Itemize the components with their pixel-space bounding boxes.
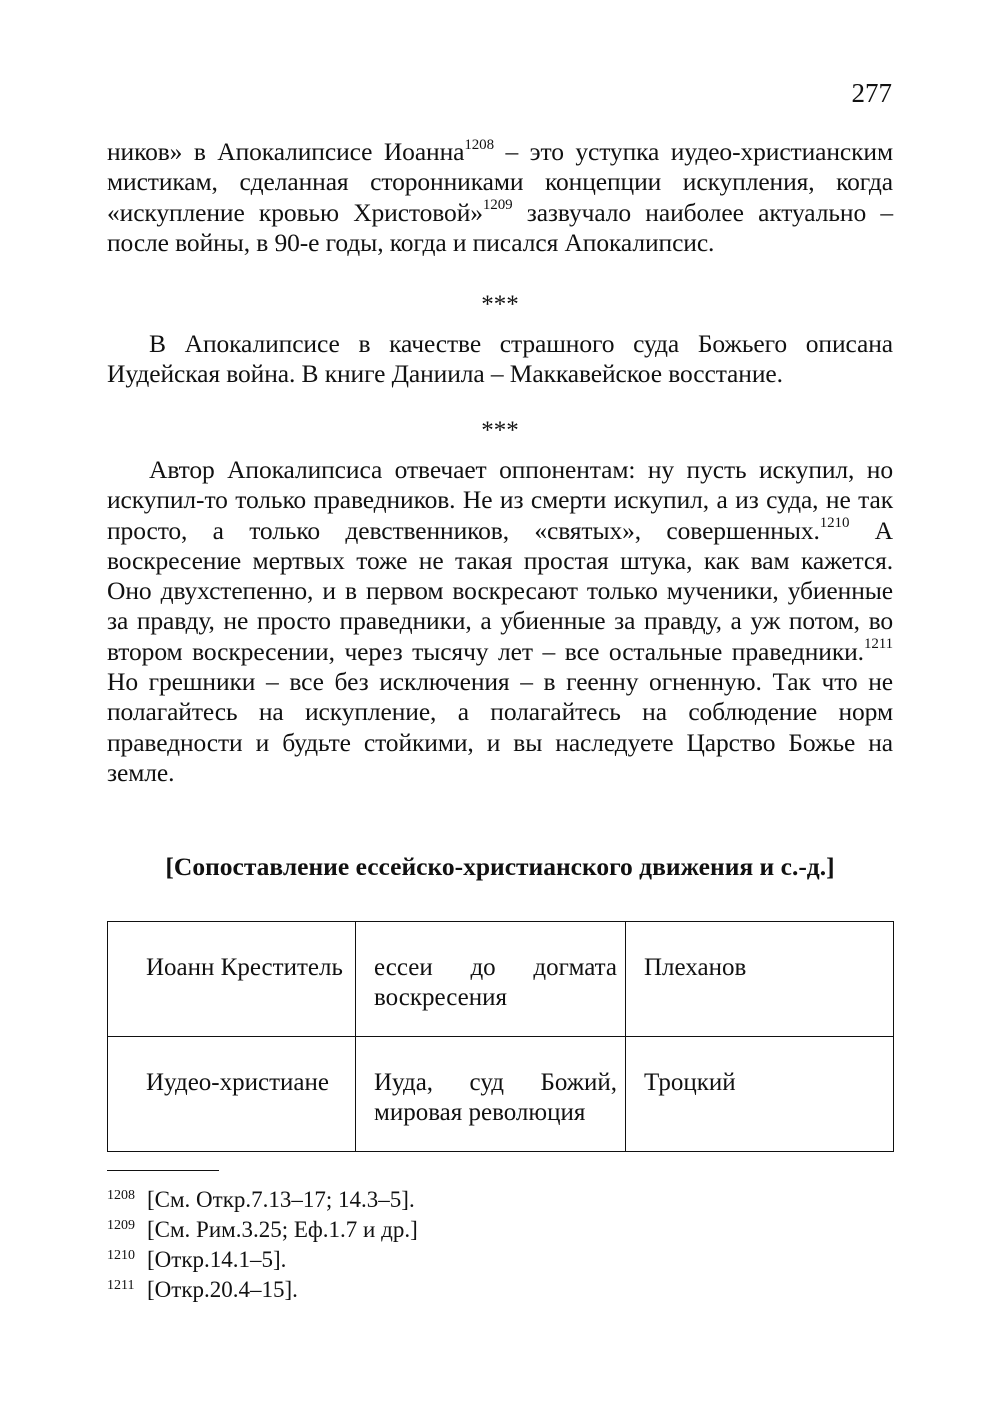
cell-text: Иудео-христиане <box>146 1069 329 1096</box>
paragraph-2-text: В Апокалипсисе в качестве страшного суда Божьего описана Иудейская война. В книге Даниила – Маккавейское восстание. <box>107 329 893 389</box>
page-number: 277 <box>851 78 892 108</box>
footnote-ref-1208[interactable]: 1208 <box>464 136 494 153</box>
text-run: ников» в Апокалипсисе Иоанна <box>107 137 465 166</box>
section-separator-2: *** <box>481 417 519 444</box>
comparison-table <box>107 921 894 1152</box>
footnote-text: [См. Рим.3.25; Еф.1.7 и др.] <box>147 1217 418 1242</box>
table-cell <box>626 1037 894 1152</box>
footnote <box>107 1246 607 1274</box>
section-separator-1: *** <box>481 291 519 318</box>
footnote-ref-1209[interactable]: 1209 <box>482 197 513 214</box>
table-row <box>108 1037 894 1152</box>
cell-text: Иуда, суд Божий, мировая революция <box>374 1069 617 1126</box>
table-cell <box>356 922 626 1037</box>
paragraph-1-text <box>107 137 893 258</box>
footnote-number: 1211 <box>107 1278 135 1293</box>
footnote-number: 1209 <box>107 1218 135 1233</box>
paragraph-3 <box>107 455 893 788</box>
table-row <box>108 922 894 1037</box>
footnotes <box>107 1186 607 1306</box>
footnote-number: 1210 <box>107 1248 135 1263</box>
footnote <box>107 1276 607 1304</box>
table-cell <box>356 1037 626 1152</box>
table-cell <box>108 1037 356 1152</box>
footnote-ref-1211[interactable]: 1211 <box>863 636 893 653</box>
footnote <box>107 1216 607 1244</box>
table-cell <box>626 922 894 1037</box>
footnote-divider <box>107 1170 219 1171</box>
cell-text: ессеи до догмата воскресения <box>374 954 617 1011</box>
cell-text: Иоанн Креститель <box>146 954 343 981</box>
footnote <box>107 1186 607 1214</box>
footnote-text: [Откр.14.1–5]. <box>147 1247 287 1272</box>
cell-text: Плеханов <box>644 954 747 981</box>
paragraph-1 <box>107 137 893 258</box>
footnote-number: 1208 <box>107 1188 135 1203</box>
cell-text: Троцкий <box>644 1069 736 1096</box>
footnote-text: [См. Откр.7.13–17; 14.3–5]. <box>147 1187 415 1212</box>
section-title: [Сопоставление ессейско-христианского движения и с.-д.] <box>165 852 835 881</box>
text-run: зазвучало наиболее актуально – после войны, в 90-е годы, когда и писался Апокалипсис. <box>107 197 893 257</box>
text-run: А воскресение мертвых тоже не такая простая штука, как вам кажется. Оно двухстепенно, и в первом воскресают только мученики, убиенные за правду, не просто праведники, а убиенные за правду, а уж потом, во втором воскресении, через тысячу лет – все остальные праведники. <box>107 515 894 666</box>
text-run: Автор Апокалипсиса отвечает оппонентам: ну пусть искупил, но искупил-то только праведников. Не из смерти искупил, а из суда, не так просто, а только девственников, «святых», совершенных. <box>107 455 893 545</box>
paragraph-3-text <box>107 455 893 788</box>
paragraph-2 <box>107 329 893 390</box>
text-run: Но грешники – все без исключения – в геенну огненную. Так что не полагайтесь на искупление, а полагайтесь на соблюдение норм праведности и будьте стойкими, и вы наследуете Царство Божье на земле. <box>107 667 893 787</box>
text-run: – это уступка иудео-христианским мистикам, сделанная сторонниками концепции искупления, когда «искупление кровью Христовой» <box>107 137 893 227</box>
table-cell <box>108 922 356 1037</box>
footnote-ref-1210[interactable]: 1210 <box>819 515 850 532</box>
footnote-text: [Откр.20.4–15]. <box>147 1277 298 1302</box>
